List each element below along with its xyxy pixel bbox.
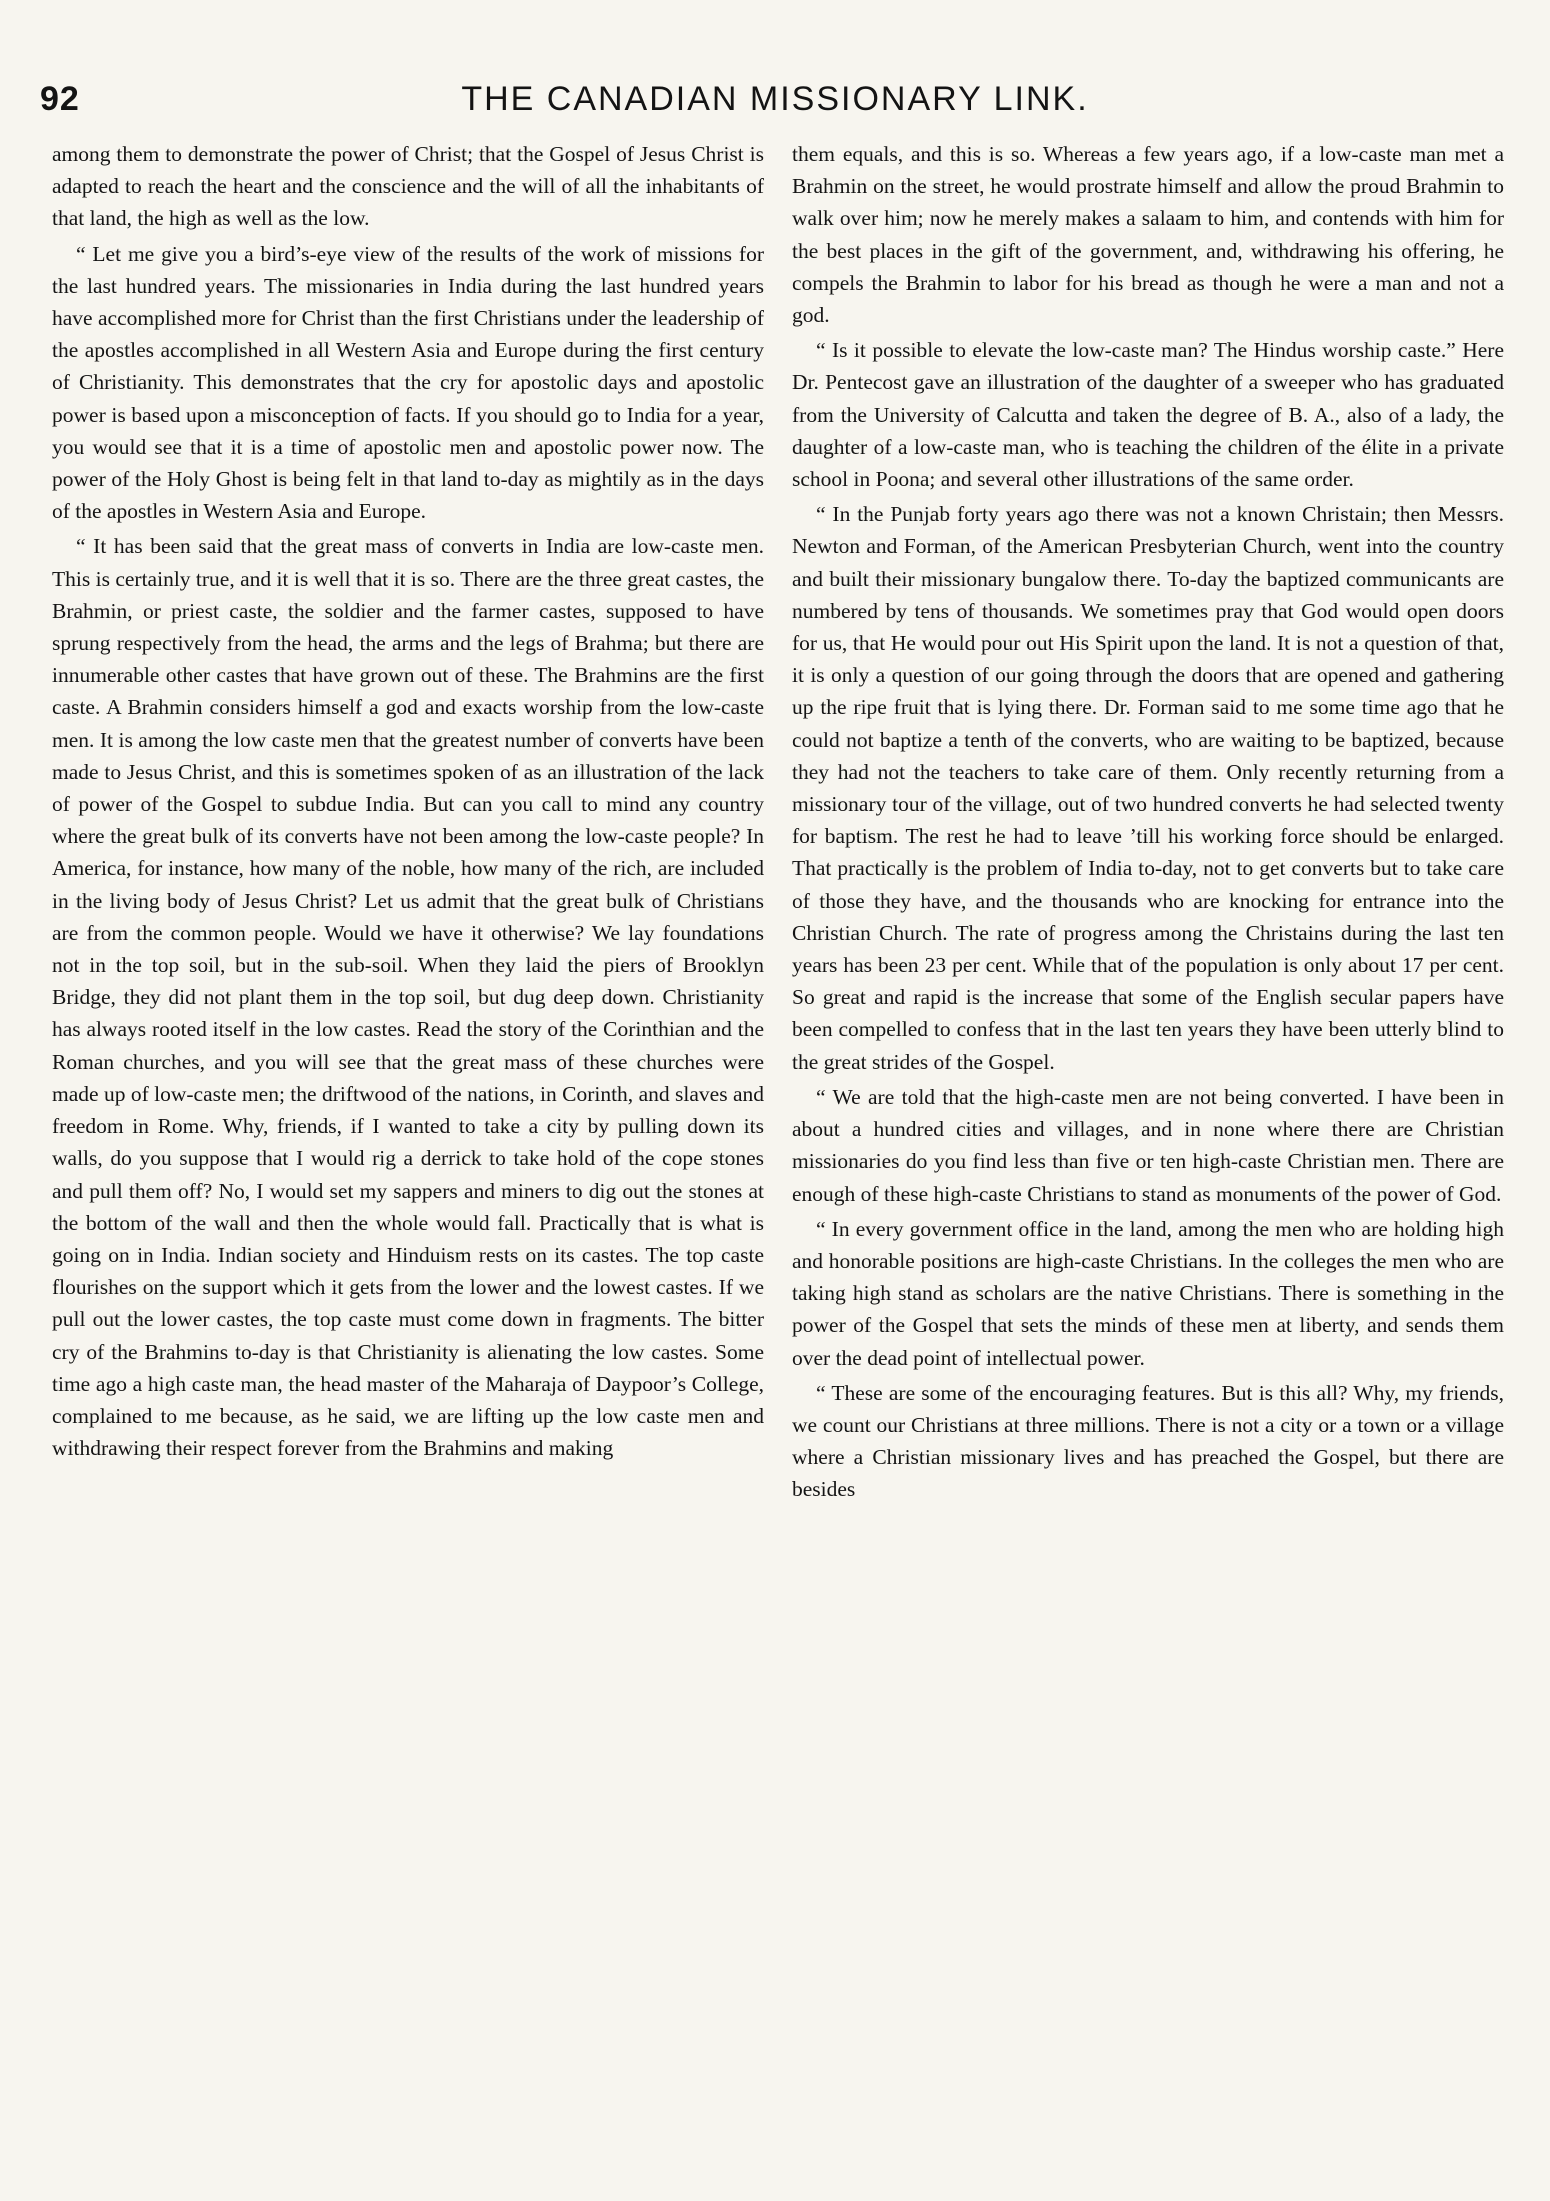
paragraph: them equals, and this is so. Whereas a few years ago, if a low-caste man met a Brahmin on the street, he would prostrate himself and allow the proud Brahmin to walk over him; now he merely makes a salaam to him, and contends with him for the best places in the gift of the government, and, withdrawing his offering, he compels the Brahmin to labor for his bread as though he were a man and not a god. bbox=[792, 142, 1504, 328]
paragraph: “ Is it possible to elevate the low-caste man? The Hindus worship caste.” Here Dr. Pentecost gave an illustration of the daughter of a sweeper who has graduated from the University of Calcutta and taken the degree of B. A., also of a lady, the daughter of a low-caste man, who is teaching the children of the élite in a private school in Poona; and several other illustrations of the same order. bbox=[792, 338, 1504, 492]
paragraph: among them to demonstrate the power of Christ; that the Gospel of Jesus Christ is adapted to reach the heart and the conscience and the will of all the inhabitants of that land, the high as well as the low. bbox=[52, 142, 764, 231]
paragraph: “ It has been said that the great mass of converts in India are low-caste men. This is certainly true, and it is well that it is so. There are the three great castes, the Brahmin, or priest caste, the soldier and the farmer castes, supposed to have sprung respectively from the head, the arms and the legs of Brahma; but there are innumerable other castes that have grown out of these. The Brahmins are the first caste. A Brahmin considers himself a god and exacts worship from the low-caste men. It is among the low caste men that the greatest number of converts have been made to Jesus Christ, and this is sometimes spoken of as an illustration of the lack of power of the Gospel to subdue India. But can you call to mind any country where the great bulk of its converts have not been among the low-caste people? In America, for instance, how many of the noble, how many of the rich, are included in the living body of Jesus Christ? Let us admit that the great bulk of Christians are from the common people. Would we have it otherwise? We lay foundations not in the top soil, but in the sub-soil. When they laid the piers of Brooklyn Bridge, they did not plant them in the top soil, but dug deep down. Christianity has always rooted itself in the low castes. Read the story of the Corinthian and the Roman churches, and you will see that the great mass of these churches were made up of low-caste men; the driftwood of the nations, in Corinth, and slaves and freedom in Rome. Why, friends, if I wanted to take a city by pulling down its walls, do you suppose that I would rig a derrick to take hold of the cope stones and pull them off? No, I would set my sappers and miners to dig out the stones at the bottom of the wall and then the whole would fall. Practically that is what is going on in India. Indian society and Hinduism rests on its castes. The top caste flourishes on the support which it gets from the lower and the lowest castes. If we pull out the lower castes, the top caste must come down in fragments. The bitter cry of the Brahmins to-day is that Christianity is alienating the low castes. Some time ago a high caste man, the head master of the Maharaja of Daypoor’s College, complained to me because, as he said, we are lifting up the low caste men and withdrawing their respect forever from the Brahmins and making bbox=[52, 534, 764, 1461]
paragraph: “ These are some of the encouraging features. But is this all? Why, my friends, we count our Christians at three millions. There is not a city or a town or a village where a Christian missionary lives and has preached the Gospel, but there are besides bbox=[792, 1380, 1504, 1502]
paragraph: “ We are told that the high-caste men are not being converted. I have been in about a hundred cities and villages, and in none where there are Christian missionaries do you find less than five or ten high-caste Christian men. There are enough of these high-caste Christians to stand as monuments of the power of God. bbox=[792, 1084, 1504, 1206]
page-number: 92 bbox=[40, 80, 80, 118]
page-header bbox=[40, 80, 1510, 138]
journal-title: THE CANADIAN MISSIONARY LINK. bbox=[461, 80, 1089, 118]
paragraph: “ In every government office in the land, among the men who are holding high and honorable positions are high-caste Christians. In the colleges the men who are taking high stand as scholars are the native Christians. There is something in the power of the Gospel that sets the minds of these men at liberty, and sends them over the dead point of intellectual power. bbox=[792, 1216, 1504, 1370]
right-column bbox=[792, 138, 1504, 2178]
left-column bbox=[52, 138, 764, 2178]
paragraph: “ In the Punjab forty years ago there was not a known Christain; then Messrs. Newton and Forman, of the American Presbyterian Church, went into the country and built their missionary bungalow there. To-day the baptized communicants are numbered by tens of thousands. We sometimes pray that God would open doors for us, that He would pour out His Spirit upon the land. It is not a question of that, it is only a question of our going through the doors that are opened and gathering up the ripe fruit that is lying there. Dr. Forman said to me some time ago that he could not baptize a tenth of the converts, who are waiting to be baptized, because they had not the teachers to take care of them. Only recently returning from a missionary tour of the village, out of two hundred converts he had selected twenty for baptism. The rest he had to leave ’till his working force should be enlarged. That practically is the problem of India to-day, not to get converts but to take care of those they have, and the thousands who are knocking for entrance into the Christian Church. The rate of progress among the Christains during the last ten years has been 23 per cent. While that of the population is only about 17 per cent. So great and rapid is the increase that some of the English secular papers have been compelled to confess that in the last ten years they have been utterly blind to the great strides of the Gospel. bbox=[792, 502, 1504, 1074]
paragraph: “ Let me give you a bird’s-eye view of the results of the work of missions for the last hundred years. The missionaries in India during the last hundred years have accomplished more for Christ than the first Christians under the leadership of the apostles accomplished in all Western Asia and Europe during the first century of Christianity. This demonstrates that the cry for apostolic days and apostolic power is based upon a misconception of facts. If you should go to India for a year, you would see that it is a time of apostolic men and apostolic power now. The power of the Holy Ghost is being felt in that land to-day as mightily as in the days of the apostles in Western Asia and Europe. bbox=[52, 241, 764, 524]
